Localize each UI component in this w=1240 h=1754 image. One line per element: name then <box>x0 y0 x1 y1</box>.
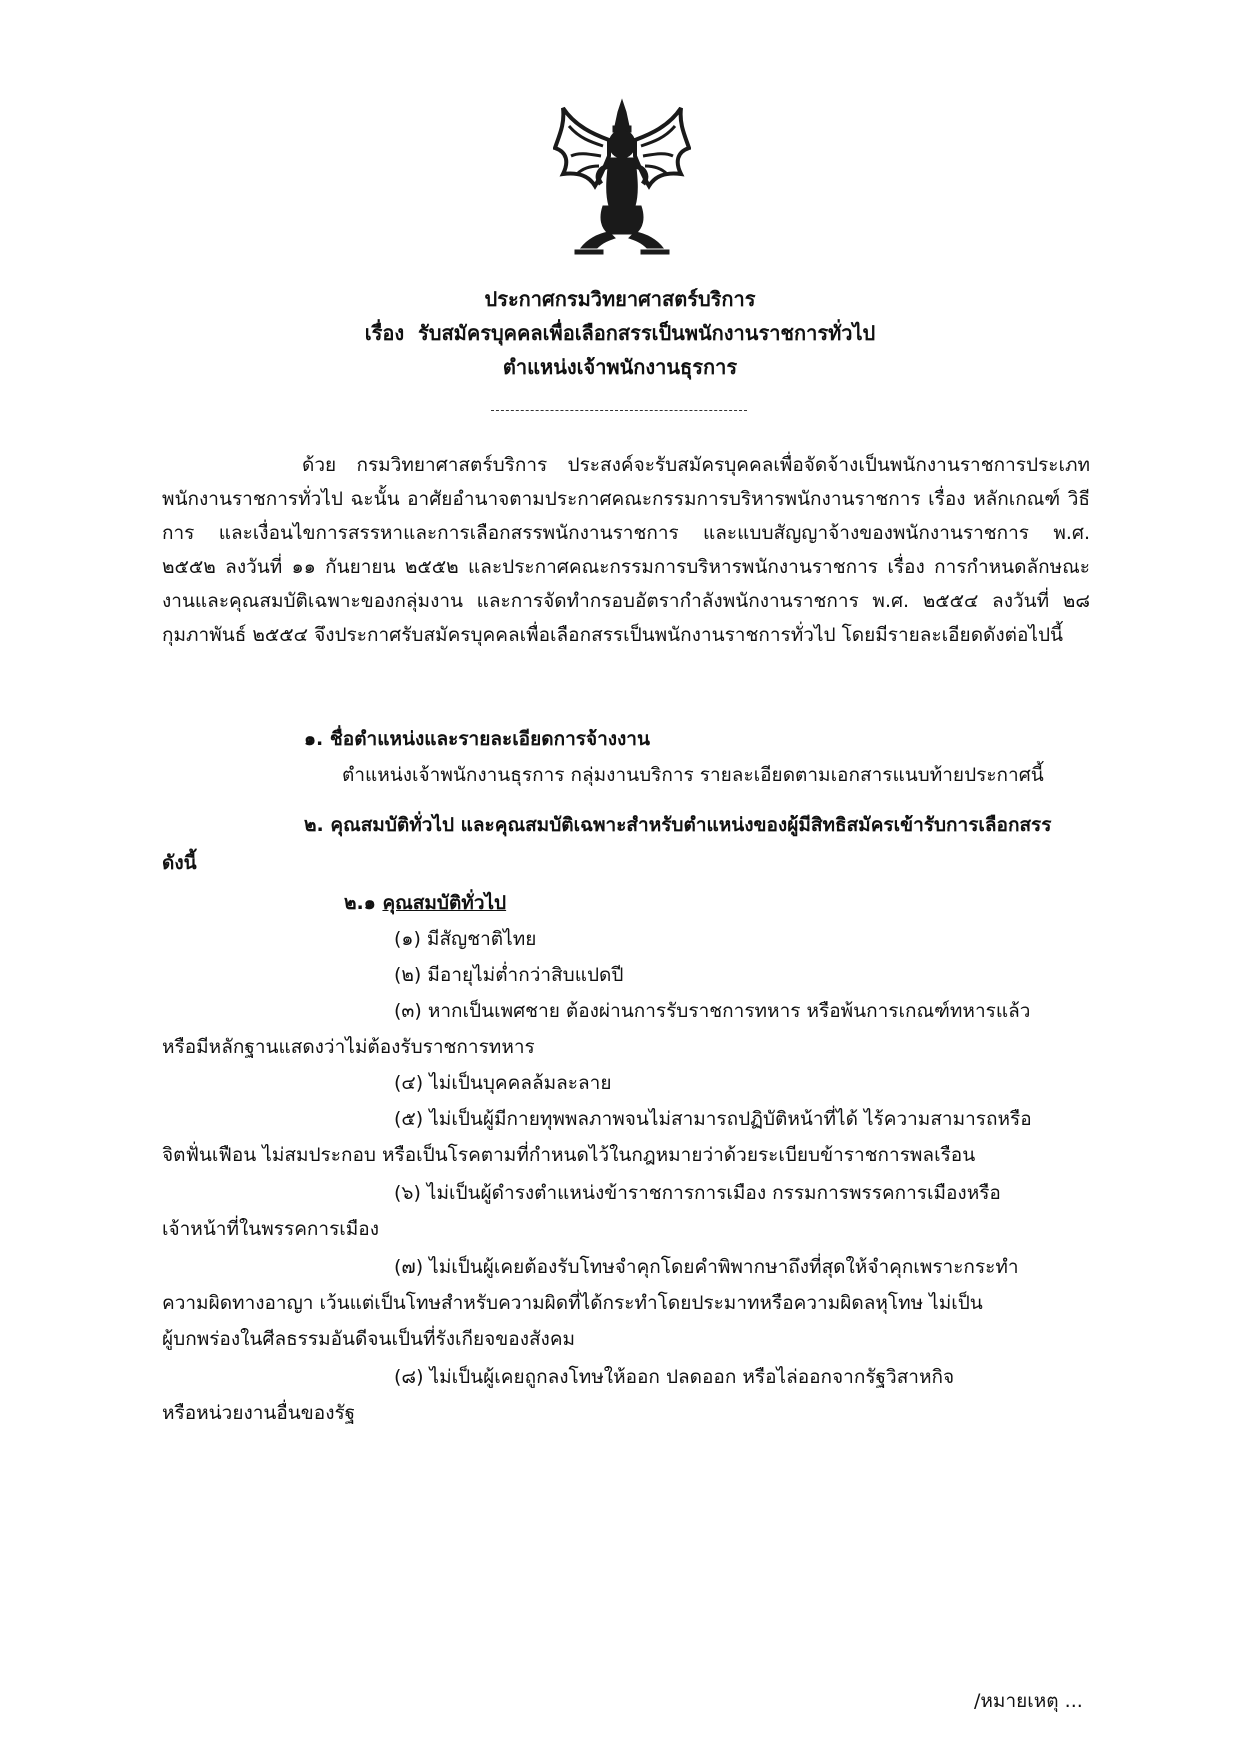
section2-heading-cont: ดังนี้ <box>162 852 197 874</box>
subsection-2-1 <box>344 886 506 920</box>
announcement-title: ประกาศกรมวิทยาศาสตร์บริการ <box>484 287 756 311</box>
list-item: หรือมีหลักฐานแสดงว่าไม่ต้องรับราชการทหาร <box>162 1036 535 1058</box>
list-item: (๖) ไม่เป็นผู้ดำรงตำแหน่งข้าราชการการเมือง กรรมการพรรคการเมืองหรือ <box>394 1182 1001 1204</box>
announcement-position: ตำแหน่งเจ้าพนักงานธุรการ <box>502 355 738 379</box>
intro-paragraph: ด้วย กรมวิทยาศาสตร์บริการ ประสงค์จะรับสมัครบุคคลเพื่อจัดจ้างเป็นพนักงานราชการประเภทพนักงานราชการทั่วไป ฉะนั้น อาศัยอำนาจตามประกาศคณะกรรมการบริหารพนักงานราชการ เรื่อง หลักเกณฑ์ วิธีการ และเงื่อนไขการสรรหาและการเลือกสรรพนักงานราชการ และแบบสัญญาจ้างของพนักงานราชการ พ.ศ. ๒๕๕๒ ลงวันที่ ๑๑ กันยายน ๒๕๕๒ และประกาศคณะกรรมการบริหารพนักงานราชการ เรื่อง การกำหนดลักษณะงานและคุณสมบัติเฉพาะของกลุ่มงาน และการจัดทำกรอบอัตรากำลังพนักงานราชการ พ.ศ. ๒๕๕๔ ลงวันที่ ๒๘ กุมภาพันธ์ ๒๕๕๔ จึงประกาศรับสมัครบุคคลเพื่อเลือกสรรเป็นพนักงานราชการทั่วไป โดยมีรายละเอียดดังต่อไปนี้ <box>162 454 1090 646</box>
section1-body: ตำแหน่งเจ้าพนักงานธุรการ กลุ่มงานบริการ รายละเอียดตามเอกสารแนบท้ายประกาศนี้ <box>342 764 1044 786</box>
list-item: (๗) ไม่เป็นผู้เคยต้องรับโทษจำคุกโดยคำพิพากษาถึงที่สุดให้จำคุกเพราะกระทำ <box>394 1256 1019 1278</box>
garuda-emblem-icon <box>553 96 691 256</box>
announcement-header <box>0 282 1240 384</box>
title-divider <box>491 410 747 411</box>
list-item: หรือหน่วยงานอื่นของรัฐ <box>162 1402 356 1424</box>
list-item: (๘) ไม่เป็นผู้เคยถูกลงโทษให้ออก ปลดออก หรือไล่ออกจากรัฐวิสาหกิจ <box>394 1366 955 1388</box>
announcement-subject: เรื่อง รับสมัครบุคคลเพื่อเลือกสรรเป็นพนักงานราชการทั่วไป <box>364 321 876 345</box>
subsection-title: คุณสมบัติทั่วไป <box>382 892 507 914</box>
page-continuation: /หมายเหตุ ... <box>974 1690 1083 1712</box>
list-item: (๒) มีอายุไม่ต่ำกว่าสิบแปดปี <box>394 964 624 986</box>
list-item: (๕) ไม่เป็นผู้มีกายทุพพลภาพจนไม่สามารถปฏิบัติหน้าที่ได้ ไร้ความสามารถหรือ <box>394 1108 1032 1130</box>
list-item: (๑) มีสัญชาติไทย <box>394 928 537 950</box>
list-item: (๓) หากเป็นเพศชาย ต้องผ่านการรับราชการทหาร หรือพ้นการเกณฑ์ทหารแล้ว <box>394 1000 1031 1022</box>
list-item: จิตฟั่นเฟือน ไม่สมประกอบ หรือเป็นโรคตามที่กำหนดไว้ในกฎหมายว่าด้วยระเบียบข้าราชการพลเรือน <box>162 1144 976 1166</box>
section1-heading: ๑. ชื่อตำแหน่งและรายละเอียดการจ้างงาน <box>304 728 650 750</box>
list-item: (๔) ไม่เป็นบุคคลล้มละลาย <box>394 1072 612 1094</box>
list-item: เจ้าหน้าที่ในพรรคการเมือง <box>162 1218 379 1240</box>
subsection-number: ๒.๑ <box>344 892 376 914</box>
list-item: ความผิดทางอาญา เว้นแต่เป็นโทษสำหรับความผิดที่ได้กระทำโดยประมาทหรือความผิดลหุโทษ ไม่เป็น <box>162 1292 983 1314</box>
list-item: ผู้บกพร่องในศีลธรรมอันดีจนเป็นที่รังเกียจของสังคม <box>162 1328 576 1350</box>
section2-heading: ๒. คุณสมบัติทั่วไป และคุณสมบัติเฉพาะสำหรับตำแหน่งของผู้มีสิทธิสมัครเข้ารับการเลือกสรร <box>304 814 1052 836</box>
